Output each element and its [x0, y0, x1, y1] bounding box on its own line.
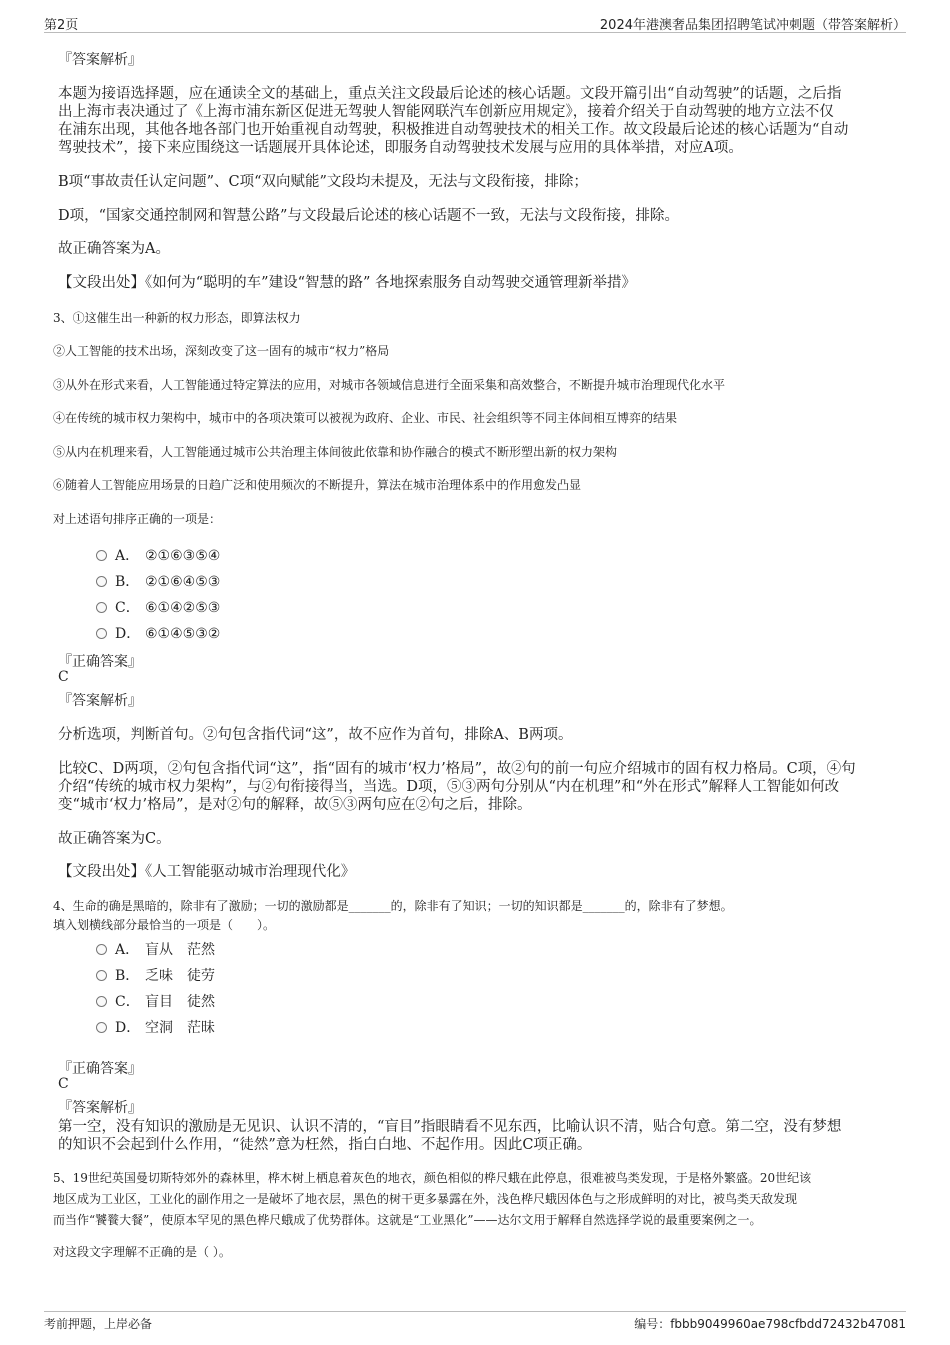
- analysis-label: 『答案解析』: [58, 1100, 142, 1116]
- correct-answer: C: [58, 669, 69, 685]
- question-4-option-d[interactable]: D． 空洞 茫昧: [96, 1017, 215, 1037]
- radio-icon[interactable]: [96, 550, 107, 561]
- correct-answer-label: 『正确答案』: [58, 1061, 142, 1077]
- radio-icon[interactable]: [96, 996, 107, 1007]
- question-3-option-b[interactable]: B． ②①⑥④⑤③: [96, 571, 220, 591]
- analysis-paragraph: D项，“国家交通控制网和智慧公路”与文段最后论述的核心话题不一致，无法与文段衔接，排除。: [58, 208, 679, 224]
- answer-conclusion: 故正确答案为C。: [58, 831, 171, 847]
- question-3-option-a[interactable]: A． ②①⑥③⑤④: [96, 545, 220, 565]
- question-3-sentence: ④在传统的城市权力架构中，城市中的各项决策可以被视为政府、企业、市民、社会组织等不同主体间相互博弈的结果: [53, 411, 678, 425]
- analysis-label: 『答案解析』: [58, 693, 142, 709]
- analysis-line: 的知识不会起到什么作用，“徒然”意为枉然，指白白地、不起作用。因此C项正确。: [58, 1137, 592, 1153]
- question-4-option-c[interactable]: C． 盲目 徒然: [96, 991, 215, 1011]
- text-source: 【文段出处】《如何为“聪明的车”建设“智慧的路” 各地探索服务自动驾驶交通管理新举措》: [58, 275, 637, 291]
- question-3-sentence: ⑥随着人工智能应用场景的日趋广泛和使用频次的不断提升，算法在城市治理体系中的作用愈发凸显: [53, 478, 582, 492]
- analysis-line: 驾驶技术”，接下来应围绕这一话题展开具体论述，即服务自动驾驶技术发展与应用的具体举措，对应A项。: [58, 140, 743, 156]
- correct-answer: C: [58, 1076, 69, 1092]
- text-source: 【文段出处】《人工智能驱动城市治理现代化》: [58, 864, 356, 880]
- radio-icon[interactable]: [96, 1022, 107, 1033]
- analysis-line: 比较C、D两项，②句包含指代词“这”，指“固有的城市‘权力’格局”，故②句的前一句应介绍城市的固有权力格局。C项，④句: [58, 761, 856, 777]
- analysis-line: 介绍“传统的城市权力架构”，与②句衔接得当，当选。D项，⑤③两句分别从“内在机理”和“外在形式”解释人工智能如何改: [58, 779, 840, 795]
- question-4-option-b[interactable]: B． 乏味 徒劳: [96, 965, 215, 985]
- radio-icon[interactable]: [96, 628, 107, 639]
- analysis-line: 在浦东出现，其他各地各部门也开始重视自动驾驶，积极推进自动驾驶技术的相关工作。故文段最后论述的核心话题为“自动: [58, 122, 849, 138]
- radio-icon[interactable]: [96, 970, 107, 981]
- correct-answer-label: 『正确答案』: [58, 654, 142, 670]
- analysis-line: 第一空，没有知识的激励是无见识、认识不清的，“盲目”指眼睛看不见东西，比喻认识不清，贴合句意。第二空，没有梦想: [58, 1119, 842, 1135]
- analysis-line: 变“城市‘权力’格局”，是对②句的解释，故⑤③两句应在②句之后，排除。: [58, 797, 532, 813]
- question-3-option-d[interactable]: D． ⑥①④⑤③②: [96, 623, 220, 643]
- footer-slogan: 考前押题，上岸必备: [44, 1317, 153, 1331]
- page-header: [44, 14, 906, 33]
- analysis-line: 本题为接语选择题，应在通读全文的基础上，重点关注文段最后论述的核心话题。文段开篇引出“自动驾驶”的话题，之后指: [58, 86, 842, 102]
- answer-conclusion: 故正确答案为A。: [58, 241, 170, 257]
- question-4-prompt: 填入划横线部分最恰当的一项是（ ）。: [53, 918, 276, 932]
- question-3-sentence: 3、①这催生出一种新的权力形态，即算法权力: [53, 311, 301, 325]
- document-title: 2024年港澳奢品集团招聘笔试冲刺题（带答案解析）: [599, 18, 906, 33]
- question-5-stem-line: 地区成为工业区，工业化的副作用之一是破坏了地衣层，黑色的树干更多暴露在外，浅色桦尺蛾因体色与之形成鲜明的对比，被鸟类天敌发现: [53, 1192, 798, 1206]
- question-5-prompt: 对这段文字理解不正确的是（ ）。: [53, 1245, 231, 1259]
- document-id: 编号：fbbb9049960ae798cfbdd72432b47081: [634, 1317, 906, 1331]
- question-4-option-a[interactable]: A． 盲从 茫然: [96, 939, 215, 959]
- page-number: 第2页: [44, 18, 79, 33]
- radio-icon[interactable]: [96, 576, 107, 587]
- radio-icon[interactable]: [96, 602, 107, 613]
- analysis-paragraph: 分析选项，判断首句。②句包含指代词“这”，故不应作为首句，排除A、B两项。: [58, 727, 573, 743]
- question-3-prompt: 对上述语句排序正确的一项是：: [53, 512, 222, 526]
- question-3-option-c[interactable]: C． ⑥①④②⑤③: [96, 597, 220, 617]
- question-3-sentence: ③从外在形式来看，人工智能通过特定算法的应用，对城市各领域信息进行全面采集和高效整合，不断提升城市治理现代化水平: [53, 378, 726, 392]
- analysis-label: 『答案解析』: [58, 52, 142, 68]
- question-3-sentence: ②人工智能的技术出场，深刻改变了这一固有的城市“权力”格局: [53, 344, 390, 358]
- question-5-stem-line: 而当作“饕餮大餐”，使原本罕见的黑色桦尺蛾成了优势群体。这就是“工业黑化”——达尔文用于解释自然选择学说的最重要案例之一。: [53, 1213, 762, 1227]
- question-3-sentence: ⑤从内在机理来看，人工智能通过城市公共治理主体间彼此依靠和协作融合的模式不断形塑出新的权力架构: [53, 445, 618, 459]
- analysis-line: 出上海市表决通过了《上海市浦东新区促进无驾驶人智能网联汽车创新应用规定》，接着介绍关于自动驾驶的地方立法不仅: [58, 104, 834, 120]
- question-5-stem-line: 5、19世纪英国曼切斯特郊外的森林里，桦木树上栖息着灰色的地衣，颜色相似的桦尺蛾在此停息，很难被鸟类发现，于是格外繁盛。20世纪该: [53, 1171, 812, 1185]
- radio-icon[interactable]: [96, 944, 107, 955]
- analysis-paragraph: B项“事故责任认定问题”、C项“双向赋能”文段均未提及，无法与文段衔接，排除；: [58, 174, 588, 190]
- page-footer: [44, 1311, 906, 1332]
- question-4-stem: 4、生命的确是黑暗的，除非有了激励；一切的激励都是_______的，除非有了知识；一切的知识都是_______的，除非有了梦想。: [53, 899, 733, 913]
